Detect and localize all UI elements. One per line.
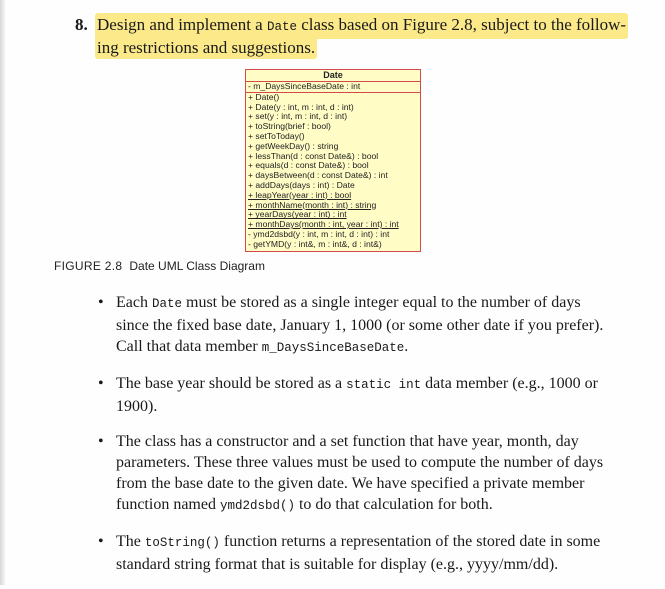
inline-code: Date: [266, 20, 297, 34]
uml-class-diagram: [245, 69, 421, 252]
uml-operation: + daysBetween(d : const Date&) : int: [248, 170, 388, 181]
uml-operation: - ymd2dsbd(y : int, m : int, d : int) : int: [248, 228, 390, 239]
problem-line-1: Design and implement a Date class based on Figure 2.8, subject to the follow-: [95, 13, 628, 39]
figure-caption: [54, 259, 265, 273]
uml-static-operation: + monthDays(month : int, year : int) : int: [248, 219, 399, 230]
problem-number: 8.: [75, 15, 88, 34]
bullet-list: [96, 292, 616, 589]
inline-code: m_DaysSinceBaseDate: [261, 341, 405, 355]
inline-code: Date: [151, 297, 182, 311]
bullet-dot: •: [98, 294, 104, 311]
page-edge: [0, 0, 5, 585]
uml-operation: + getWeekDay() : string: [248, 140, 339, 151]
uml-static-operation: + leapYear(year : int) : bool: [248, 189, 352, 200]
uml-operation: + Date(y : int, m : int, d : int): [248, 101, 354, 112]
figure-title: Date UML Class Diagram: [129, 259, 265, 273]
uml-attribute: - m_DaysSinceBaseDate : int: [248, 81, 361, 91]
uml-operation: + toString(brief : bool): [248, 121, 331, 132]
uml-class-name: Date: [246, 70, 420, 82]
uml-operation: + equals(d : const Date&) : bool: [248, 160, 369, 171]
uml-static-operation: + monthName(month : int) : string: [248, 199, 377, 210]
uml-operation: - getYMD(y : int&, m : int&, d : int&): [248, 238, 382, 249]
inline-code: static int: [346, 378, 422, 392]
uml-static-operation: + yearDays(year : int) : int: [248, 209, 347, 220]
bullet-dot: •: [98, 433, 104, 450]
figure-label: FIGURE 2.8: [54, 259, 123, 273]
problem-line-2: ing restrictions and suggestions.: [97, 38, 316, 57]
bullet-dot: •: [98, 375, 104, 392]
uml-operation: + lessThan(d : const Date&) : bool: [248, 150, 379, 161]
uml-operation: + setToToday(): [248, 130, 305, 141]
bullet-item: • Each Date must be stored as a single integer equal to the number of days since the fixed base date, January 1, 1000 (or some other date if you prefer). Call that data member m_DaysSinceBaseDate.: [98, 294, 604, 355]
bullet-dot: •: [98, 533, 104, 550]
uml-operation: + set(y : int, m : int, d : int): [248, 111, 348, 122]
uml-operations: [246, 93, 420, 251]
uml-operation: + Date(): [248, 91, 280, 102]
inline-code: toString(): [144, 536, 220, 550]
bullet-item: • The class has a constructor and a set function that have year, month, day parameters. These three values must be used to compute the number of days from the base date to the given date. We have specified a private member function named ymd2dsbd() to do that calculation for both.: [98, 433, 604, 513]
uml-operation: + addDays(days : int) : Date: [248, 179, 355, 190]
bullet-item: • The toString() function returns a representation of the stored date in some standard string format that is suitable for display (e.g., yyyy/mm/dd).: [98, 533, 601, 573]
bullet-item: • The base year should be stored as a static int data member (e.g., 1000 or 1900).: [98, 375, 598, 415]
inline-code: ymd2dsbd(): [219, 499, 295, 513]
